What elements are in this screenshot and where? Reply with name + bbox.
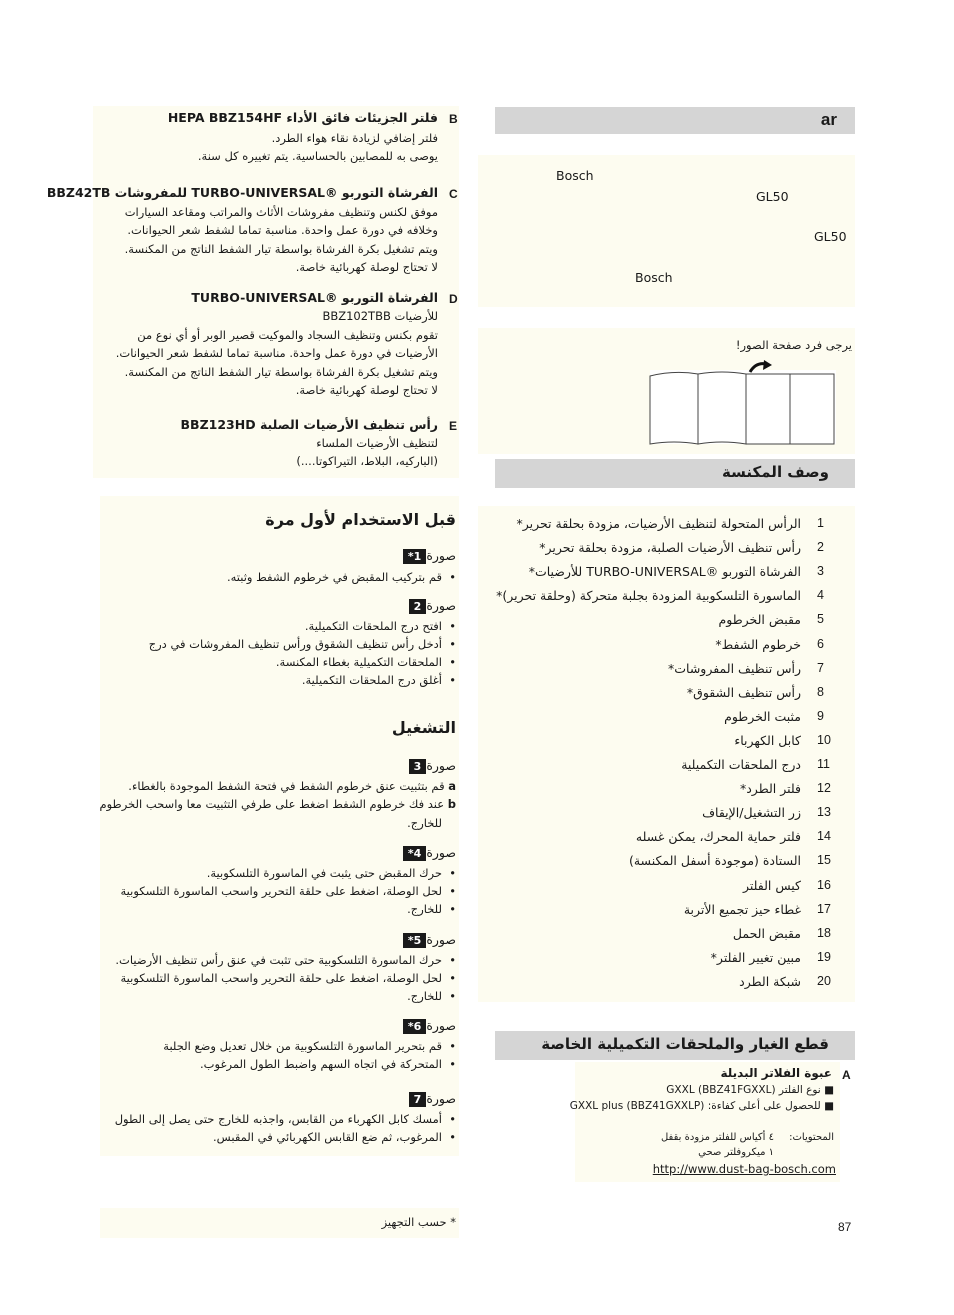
part-name: خرطوم الشفط* — [715, 636, 801, 652]
step-4-header — [397, 845, 456, 861]
part-name: مثبت الخرطوم — [724, 708, 801, 724]
section-title-accessories: قطع الغيار والملحقات التكميلية الخاصة — [541, 1035, 829, 1053]
step-3-a-text: قم بتثبيت عنق خرطوم الشفط في فتحة الشفط الموجودة بالغطاء. — [128, 779, 445, 793]
part-name: غطاء حيز تجميع الأتربة — [683, 901, 801, 917]
language-bar — [495, 107, 855, 134]
parts-list-item — [497, 781, 837, 805]
step-label: صورة — [426, 932, 456, 947]
part-number: 18 — [817, 925, 831, 940]
intro-word: Bosch — [556, 168, 594, 183]
part-number: 20 — [817, 973, 831, 988]
part-name: رأس تنظيف المفروشات* — [668, 660, 801, 676]
step-4-list — [82, 864, 456, 918]
fold-out-illustration — [646, 360, 840, 446]
part-name: الفرشاة التوربو ®TURBO-UNIVERSAL للأرضيات* — [528, 564, 801, 580]
parts-list-item — [497, 733, 837, 757]
part-name: الستادة (موجودة أسفل المكنسة) — [628, 853, 801, 869]
accessory-c-title: الفرشاة التوربو ®TURBO-UNIVERSAL للمفروشات BBZ42TB — [46, 185, 438, 200]
part-number: 6 — [817, 636, 824, 651]
accessory-e-line: (الباركيه، البلاط، التيراكوتا....) — [296, 454, 438, 468]
dust-bag-link[interactable]: http://www.dust-bag-bosch.com — [652, 1162, 836, 1176]
part-number: 9 — [817, 708, 824, 723]
list-item: • أمسك كابل الكهرباء من القابس، واجذبه للخارج حتى يصل إلى الطول — [82, 1110, 442, 1128]
accessory-b-line: يوصى به للمصابين بالحساسية. يتم تغييره كل سنة. — [197, 149, 438, 163]
intro-word: GL50 — [756, 189, 789, 204]
list-item: • لحل الوصلة، اضغط على حلقة التحرير واسحب الماسورة التلسكوبية — [82, 882, 442, 900]
part-name: مبين تغيير الفلتر* — [710, 949, 801, 965]
accessory-c-line: لا تحتاج لوصلة كهربائية خاصة. — [295, 260, 438, 274]
accessory-d-letter: D — [449, 292, 458, 306]
step-7-list — [82, 1110, 456, 1146]
list-item: • حرك الماسورة التلسكوبية حتى تثبت في عنق رأس تنظيف الأرضيات. — [82, 951, 442, 969]
parts-list-item — [497, 637, 837, 661]
step-3-b: b عند فك خرطوم الشفط اضغط على طرفي التثبيت معا واسحب الخرطوم — [99, 797, 456, 811]
step-badge: 3 — [409, 759, 427, 774]
parts-list-item — [497, 661, 837, 685]
accessory-b-letter: B — [449, 112, 458, 126]
step-badge: 4* — [403, 846, 426, 861]
part-name: الماسورة التلسكوبية المزودة بجلبة متحركة (وحلقة تحرير)* — [496, 588, 801, 604]
accessory-a-line-text: للحصول على أعلى كفاءة: GXXL plus (BBZ41GXXLP) — [569, 1100, 821, 1112]
part-number: 1 — [817, 516, 824, 530]
step-1-list — [82, 568, 456, 586]
part-name: فلتر حماية المحرك، يمكن غسله — [635, 829, 801, 845]
part-name: كابل الكهرباء — [734, 732, 801, 748]
contents-label: المحتويات: — [789, 1132, 834, 1143]
step-2-list — [82, 617, 456, 689]
part-name: مقبض الحمل — [732, 925, 801, 941]
contents-item: ١ ميكروفلتر صحي — [698, 1147, 774, 1158]
part-number: 19 — [817, 949, 831, 964]
part-number: 12 — [817, 781, 831, 796]
accessory-d-line: تقوم بكنس وتنظيف السجاد والموكيت قصير الوبر أو أي نوع من — [137, 328, 438, 342]
contents-item: ٤ أكياس للفلتر مزودة بقفل — [660, 1132, 774, 1143]
step-label: صورة — [426, 1091, 456, 1106]
part-number: 16 — [817, 877, 831, 892]
accessory-d-title: الفرشاة التوربو ®TURBO-UNIVERSAL — [191, 290, 438, 305]
accessory-d-line: الأرضيات في دورة عمل واحدة. مناسبة تماما لشفط شعر الحيوانات. — [115, 346, 438, 360]
arrow-icon — [763, 360, 772, 370]
accessory-c-line: وخلافه في دورة عمل واحدة. مناسبة تماما لشفط شعر الحيوانات. — [127, 223, 438, 237]
step-label: صورة — [426, 598, 456, 613]
list-item-continuation: • للخارج. — [82, 987, 442, 1005]
list-item-continuation: • الملحقات التكميلية بغطاء المكنسة. — [82, 653, 442, 671]
accessory-d-title-2: للأرضيات BBZ102TBB — [322, 309, 438, 323]
step-3-header — [403, 758, 456, 774]
list-item: • حرك المقبض حتى يثبت في الماسورة التلسكوبية. — [82, 864, 442, 882]
step-label: صورة — [426, 548, 456, 563]
step-7-header — [403, 1091, 456, 1107]
part-number: 2 — [817, 540, 824, 555]
accessory-c-letter: C — [449, 187, 458, 201]
accessory-a-line: ■ للحصول على أعلى كفاءة: GXXL plus (BBZ41GXXLP) — [569, 1100, 834, 1112]
parts-list-item — [497, 588, 837, 612]
parts-list-item — [497, 974, 837, 998]
fold-note: يرجى فرد صفحة الصور! — [735, 338, 852, 352]
part-number: 3 — [817, 564, 824, 579]
parts-list-item — [497, 685, 837, 709]
section-title-before-first-use: قبل الاستخدام لأول مرة — [265, 510, 456, 529]
part-number: 14 — [817, 829, 831, 844]
accessory-e-letter: E — [449, 419, 458, 433]
step-badge: 6* — [403, 1019, 426, 1034]
parts-list-item — [497, 829, 837, 853]
accessory-b-title: فلتر الجزيئات فائق الأداء HEPA BBZ154HF — [167, 110, 438, 125]
parts-list-item — [497, 805, 837, 829]
part-number: 11 — [817, 757, 830, 771]
part-name: رأس تنظيف الأرضيات الصلبة، مزودة بحلقة تحرير* — [539, 540, 801, 556]
intro-word: GL50 — [814, 229, 847, 244]
accessory-d-line: لا تحتاج لوصلة كهربائية خاصة. — [295, 383, 438, 397]
section-title-operation: التشغيل — [391, 718, 456, 737]
part-name: الرأس المتحولة لتنظيف الأرضيات، مزودة بحلقة تحرير* — [516, 516, 801, 531]
list-item-continuation: • المتحركة في اتجاه السهم واضبط الطول المرغوب. — [82, 1055, 442, 1073]
step-3-b-cont: للخارج. — [407, 816, 442, 830]
part-number: 5 — [817, 612, 824, 627]
list-item: • لحل الوصلة، اضغط على حلقة التحرير واسحب الماسورة التلسكوبية — [82, 969, 442, 987]
part-name: كيس الفلتر — [742, 877, 801, 893]
accessory-a-title: عبوة الفلاتر البديلة — [720, 1066, 832, 1080]
step-badge: 7 — [409, 1092, 427, 1107]
accessory-e-line: لتنظيف الأرضيات الملساء — [316, 436, 438, 450]
description-bar — [495, 459, 855, 488]
step-5-list — [82, 951, 456, 1005]
part-name: فلتر الطرد* — [739, 781, 801, 797]
list-item: • أغلق درج الملحقات التكميلية. — [82, 671, 442, 689]
list-item: • أدخل رأس تنظيف الشقوق ورأس تنظيف المفروشات في درج — [82, 635, 442, 653]
list-item-continuation: • للخارج. — [82, 900, 442, 918]
parts-list-item — [497, 853, 837, 877]
step-badge: 1* — [403, 549, 426, 564]
part-number: 15 — [817, 853, 831, 868]
parts-list-item — [497, 564, 837, 588]
accessories-bar — [495, 1031, 855, 1060]
part-name: درج الملحقات التكميلية — [681, 757, 801, 772]
part-number: 13 — [817, 805, 831, 820]
step-3-a: a قم بتثبيت عنق خرطوم الشفط في فتحة الشفط الموجودة بالغطاء. — [128, 779, 456, 793]
accessory-a-line-text: نوع الفلتر GXXL (BBZ41FGXXL) — [666, 1084, 821, 1096]
step-6-list — [82, 1037, 456, 1073]
step-2-header — [403, 598, 456, 614]
language-tag: ar — [820, 110, 837, 129]
parts-list-item — [497, 612, 837, 636]
list-item: • قم بتركيب المقبض في خرطوم الشفط وثبته. — [82, 568, 442, 586]
part-name: شبكة الطرد — [739, 973, 801, 989]
step-badge: 2 — [409, 599, 427, 614]
step-6-header — [397, 1018, 456, 1034]
accessory-a-letter: A — [842, 1068, 851, 1082]
parts-list-item — [497, 540, 837, 564]
list-item-continuation: • المرغوب، ثم ضع القابس الكهربائي في المقبس. — [82, 1128, 442, 1146]
part-name: رأس تنظيف الشقوق* — [686, 684, 801, 700]
parts-list-item — [497, 950, 837, 974]
part-number: 17 — [817, 901, 831, 916]
part-name: مقبض الخرطوم — [718, 612, 801, 628]
step-1-header — [397, 548, 456, 564]
section-title-description: وصف المكنسة — [722, 463, 829, 481]
footnote: * حسب التجهيز — [381, 1215, 456, 1229]
intro-word: Bosch — [635, 270, 673, 285]
step-label: صورة — [426, 845, 456, 860]
parts-list-item — [497, 926, 837, 950]
parts-list-item — [497, 757, 837, 781]
accessory-a-line: ■ نوع الفلتر GXXL (BBZ41FGXXL) — [666, 1084, 834, 1096]
part-number: 4 — [817, 588, 824, 603]
part-number: 10 — [817, 732, 831, 747]
accessory-d-line: ويتم تشغيل بكرة الفرشاة بواسطة تيار الشفط الناتج من المكنسة. — [124, 365, 438, 379]
part-number: 8 — [817, 684, 824, 699]
page-number: 87 — [838, 1220, 852, 1234]
accessory-c-line: موفق لكنس وتنظيف مفروشات الأثاث والمراتب ومقاعد السيارات — [124, 205, 438, 219]
parts-list-item — [497, 709, 837, 733]
part-number: 7 — [817, 660, 824, 675]
step-3-b-text: عند فك خرطوم الشفط اضغط على طرفي التثبيت معا واسحب الخرطوم — [99, 797, 445, 811]
parts-list-item — [497, 878, 837, 902]
step-label: صورة — [426, 1018, 456, 1033]
list-item: • قم بتحرير الماسورة التلسكوبية من خلال تعديل وضع الجلبة — [82, 1037, 442, 1055]
accessory-c-line: ويتم تشغيل بكرة الفرشاة بواسطة تيار الشفط الناتج من المكنسة. — [124, 242, 438, 256]
list-item: • افتح درج الملحقات التكميلية. — [82, 617, 442, 635]
accessory-b-line: فلتر إضافي لزيادة نقاء هواء الطرد. — [271, 131, 438, 145]
parts-list-item — [497, 516, 837, 540]
parts-list — [495, 516, 837, 1000]
accessory-e-title: رأس تنظيف الأرضيات الصلبة BBZ123HD — [180, 417, 438, 432]
part-name: زر التشغيل/الإيقاف — [702, 805, 801, 821]
step-5-header — [397, 932, 456, 948]
step-label: صورة — [426, 758, 456, 773]
parts-list-item — [497, 902, 837, 926]
step-badge: 5* — [403, 933, 426, 948]
